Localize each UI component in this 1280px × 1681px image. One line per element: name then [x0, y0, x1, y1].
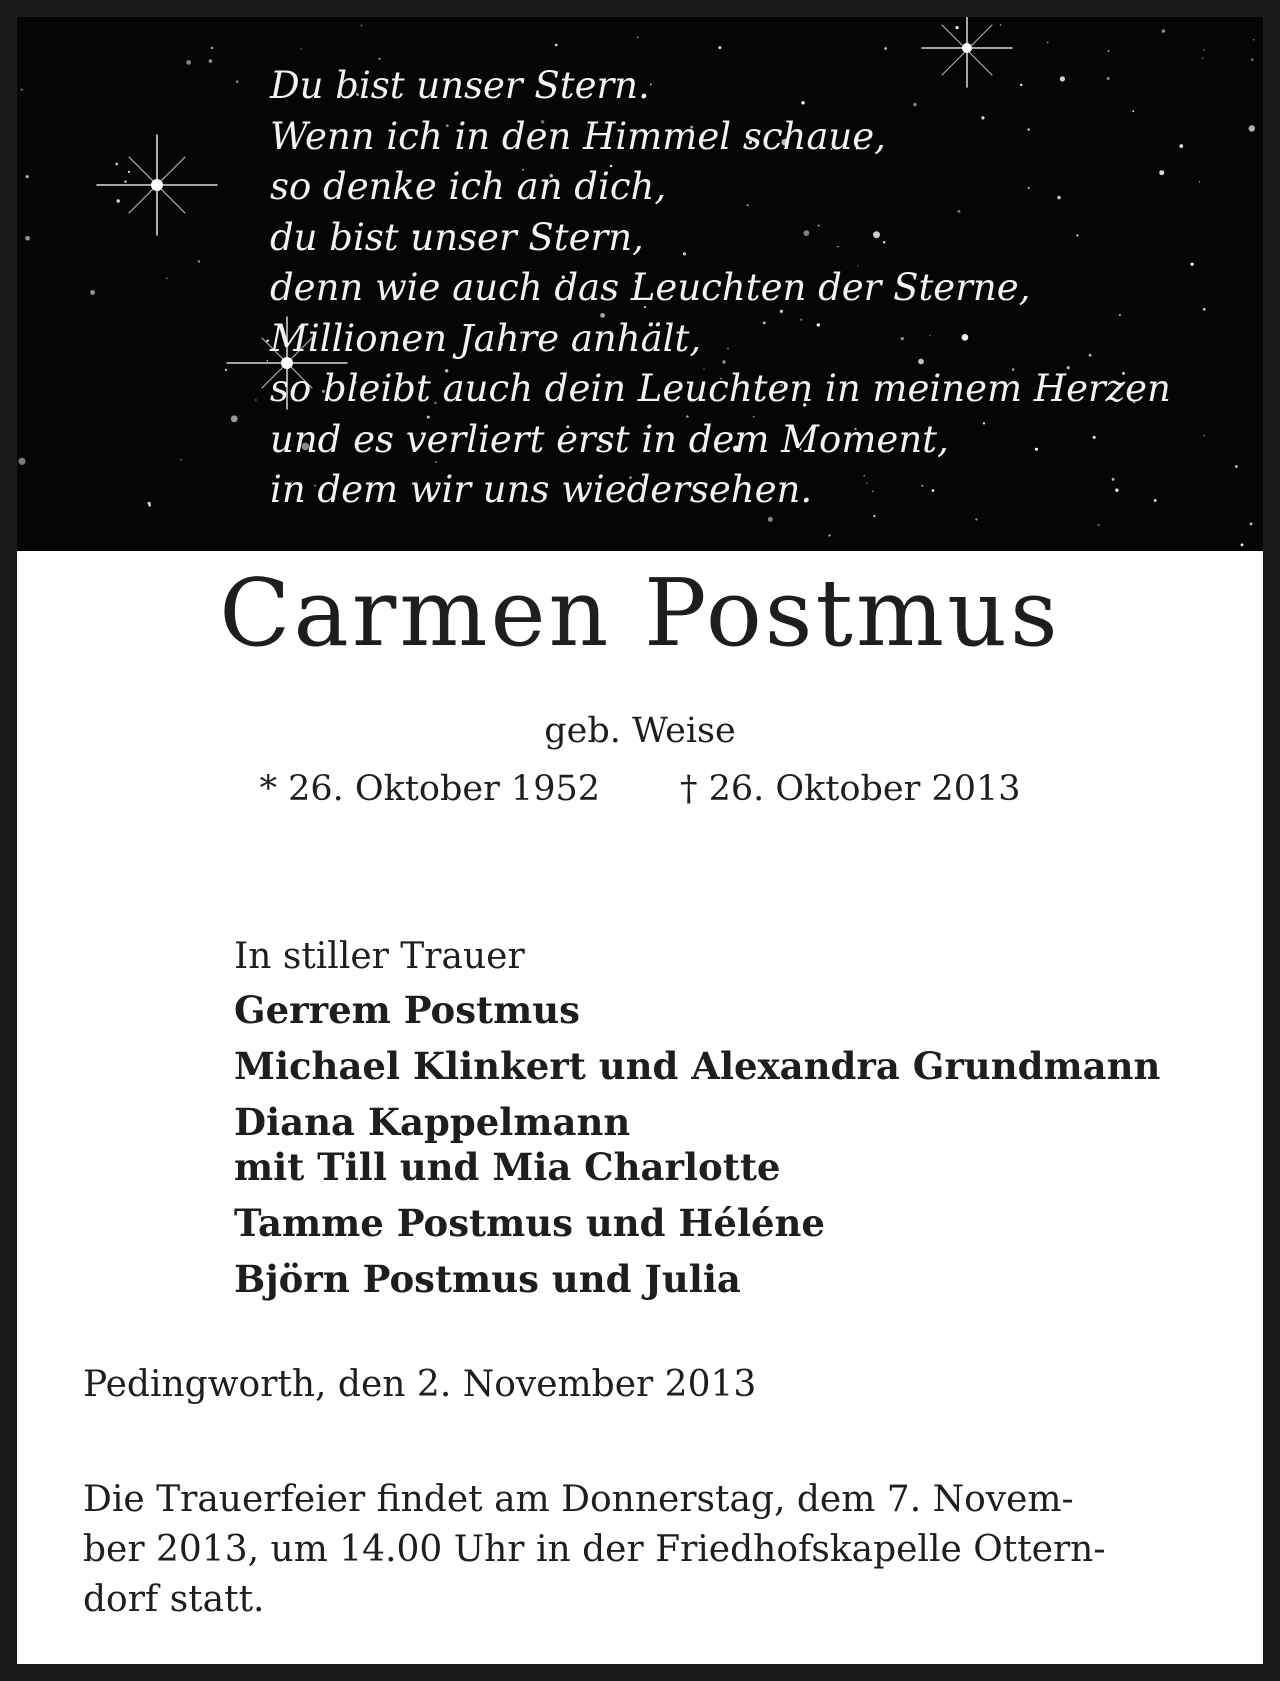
place-and-date: Pedingworth, den 2. November 2013 [83, 1364, 757, 1405]
small-star-icon [186, 60, 191, 65]
mourner-entry [234, 1257, 1160, 1302]
small-star-icon [1251, 59, 1253, 61]
small-star-icon [181, 459, 182, 460]
poem-line: so denke ich an dich, [270, 165, 667, 208]
mourner-name: Björn Postmus und Julia [234, 1257, 741, 1301]
poem-line: du bist unser Stern, [270, 215, 644, 259]
birth-date: * 26. Oktober 1952 [259, 769, 600, 809]
small-star-icon [1191, 263, 1194, 266]
mourner-name: Tamme Postmus und Héléne [234, 1201, 825, 1245]
death-date: † 26. Oktober 2013 [680, 769, 1021, 809]
mourning-label: In stiller Trauer [234, 936, 525, 977]
life-dates [17, 768, 1263, 810]
small-star-icon [128, 171, 130, 173]
small-star-icon [225, 369, 227, 371]
mourner-name: Michael Klinkert und Alexandra Grundmann [234, 1044, 1161, 1088]
service-line: dorf statt. [83, 1579, 265, 1620]
small-star-icon [555, 44, 558, 47]
small-star-icon [1199, 181, 1200, 182]
small-star-icon [198, 260, 201, 263]
poem [270, 61, 1171, 516]
service-line: ber 2013, um 14.00 Uhr in der Friedhofskapelle Ottern- [83, 1529, 1106, 1570]
mourner-name-continued: mit Till und Mia Charlotte [234, 1145, 781, 1189]
small-star-icon [1202, 58, 1204, 60]
small-star-icon [637, 37, 638, 38]
small-star-icon [266, 340, 269, 343]
small-star-icon [90, 290, 95, 295]
sparkle-star-icon [97, 135, 217, 235]
small-star-icon [1249, 125, 1255, 131]
small-star-icon [361, 25, 363, 27]
small-star-icon [166, 278, 167, 279]
small-star-icon [236, 80, 239, 83]
small-star-icon [1253, 39, 1254, 40]
poem-line: Millionen Jahre anhält, [270, 316, 702, 360]
small-star-icon [21, 89, 23, 91]
small-star-icon [25, 236, 30, 241]
poem-line: in dem wir uns wiedersehen. [270, 468, 813, 511]
starry-sky-banner [17, 17, 1263, 551]
small-star-icon [829, 535, 831, 537]
small-star-icon [124, 180, 127, 183]
poem-line: so bleibt auch dein Leuchten in meinem Herzen [270, 367, 1171, 410]
small-star-icon [1047, 42, 1049, 44]
small-star-icon [301, 48, 302, 49]
small-star-icon [26, 175, 29, 178]
small-star-icon [1204, 435, 1206, 437]
mourner-entry [234, 1201, 1160, 1246]
small-star-icon [1203, 49, 1204, 50]
small-star-icon [1162, 29, 1165, 32]
small-star-icon [956, 26, 959, 29]
small-star-icon [884, 47, 887, 50]
mourner-entry [234, 1100, 1160, 1190]
small-star-icon [1180, 144, 1184, 148]
small-star-icon [117, 199, 120, 202]
small-star-icon [1098, 524, 1100, 526]
mourners-list [234, 988, 1160, 1313]
small-star-icon [1108, 50, 1110, 52]
small-star-icon [1250, 522, 1253, 525]
mourner-name: Diana Kappelmann [234, 1100, 631, 1144]
poem-line: denn wie auch das Leuchten der Sterne, [270, 266, 1031, 309]
deceased-name: Carmen Postmus [219, 559, 1061, 667]
mourner-entry [234, 988, 1160, 1033]
service-line: Die Trauerfeier findet am Donnerstag, dem 7. Novem- [83, 1479, 1074, 1520]
small-star-icon [18, 458, 25, 465]
small-star-icon [267, 360, 269, 362]
small-star-icon [1235, 465, 1238, 468]
small-star-icon [255, 399, 257, 401]
small-star-icon [209, 59, 213, 63]
funeral-service-info [83, 1475, 1183, 1625]
small-star-icon [1241, 544, 1244, 547]
small-star-icon [975, 518, 977, 520]
maiden-name: geb. Weise [544, 711, 736, 751]
mourner-name: Gerrem Postmus [234, 988, 581, 1032]
small-star-icon [1000, 24, 1001, 25]
small-star-icon [149, 504, 151, 506]
small-star-icon [231, 415, 238, 422]
small-star-icon [1203, 308, 1206, 311]
small-star-icon [379, 58, 381, 60]
small-star-icon [768, 517, 773, 522]
mourner-entry [234, 1044, 1160, 1089]
small-star-icon [718, 46, 721, 49]
small-star-icon [115, 163, 118, 166]
poem-line: Wenn ich in den Himmel schaue, [270, 114, 886, 158]
small-star-icon [211, 47, 213, 49]
poem-line: und es verliert erst in dem Moment, [270, 417, 949, 461]
poem-line: Du bist unser Stern. [270, 64, 650, 107]
